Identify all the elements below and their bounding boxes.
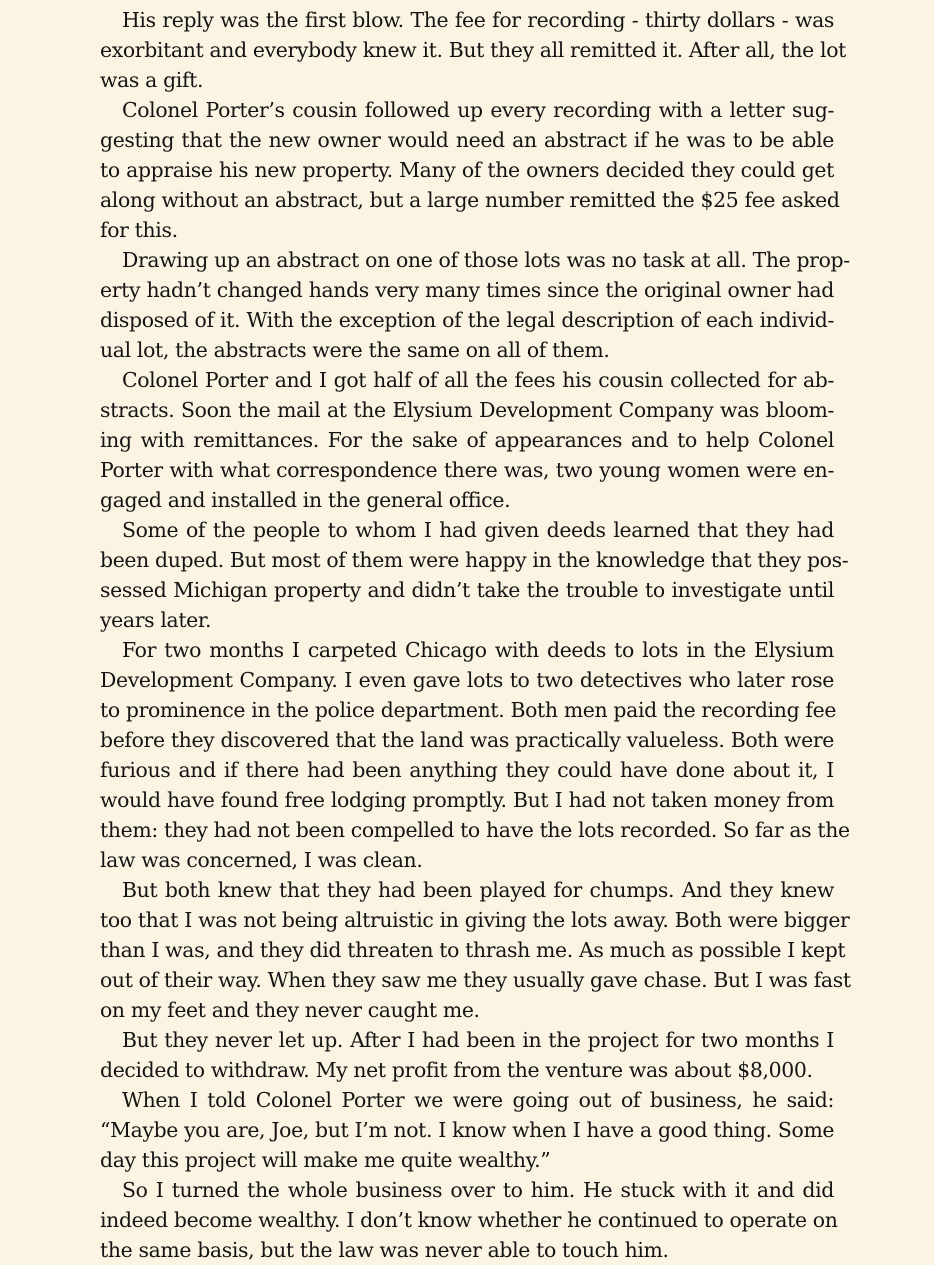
text-line: along without an abstract, but a large number remitted the $25 fee asked: [100, 188, 840, 212]
text-line: decided to withdraw. My net profit from the venture was about $8,000.: [100, 1058, 813, 1082]
text-line: “Maybe you are, Joe, but I’m not. I know when I have a good thing. Some: [100, 1118, 835, 1142]
text-line: furious and if there had been anything they could have done about it, I: [100, 758, 834, 782]
text-line: to appraise his new property. Many of the owners decided they could get: [100, 158, 834, 182]
text-line: out of their way. When they saw me they usually gave chase. But I was fast: [100, 968, 851, 992]
text-line: disposed of it. With the exception of the legal description of each individ-: [100, 308, 834, 332]
text-line: But they never let up. After I had been in the project for two months I: [122, 1028, 834, 1052]
text-line: Colonel Porter and I got half of all the fees his cousin collected for ab-: [122, 368, 834, 392]
text-line: exorbitant and everybody knew it. But they all remitted it. After all, the lot: [100, 38, 846, 62]
text-line: would have found free lodging promptly. But I had not taken money from: [100, 788, 834, 812]
text-line: the same basis, but the law was never able to touch him.: [100, 1238, 669, 1262]
text-line: erty hadn’t changed hands very many times since the original owner had: [100, 278, 834, 302]
text-line: When I told Colonel Porter we were going out of business, he said:: [122, 1088, 834, 1112]
text-line: indeed become wealthy. I don’t know whether he continued to operate on: [100, 1208, 838, 1232]
text-line: Drawing up an abstract on one of those lots was no task at all. The prop-: [122, 248, 850, 272]
text-line: gesting that the new owner would need an abstract if he was to be able: [100, 128, 834, 152]
text-line: But both knew that they had been played for chumps. And they knew: [122, 878, 834, 902]
text-line: on my feet and they never caught me.: [100, 998, 480, 1022]
text-line: So I turned the whole business over to him. He stuck with it and did: [122, 1178, 834, 1202]
text-line: stracts. Soon the mail at the Elysium Development Company was bloom-: [100, 398, 834, 422]
text-line: day this project will make me quite wealthy.”: [100, 1148, 551, 1172]
text-line: was a gift.: [100, 68, 204, 92]
text-line: ual lot, the abstracts were the same on all of them.: [100, 338, 610, 362]
text-line: to prominence in the police department. Both men paid the recording fee: [100, 698, 837, 722]
text-line: Development Company. I even gave lots to two detectives who later rose: [100, 668, 834, 692]
text-line: Colonel Porter’s cousin followed up every recording with a letter sug-: [122, 98, 834, 122]
text-line: Porter with what correspondence there was, two young women were en-: [100, 458, 834, 482]
text-line: before they discovered that the land was practically valueless. Both were: [100, 728, 834, 752]
text-line: years later.: [100, 608, 212, 632]
text-line: His reply was the first blow. The fee for recording - thirty dollars - was: [122, 8, 834, 32]
text-line: them: they had not been compelled to have the lots recorded. So far as the: [100, 818, 850, 842]
text-line: for this.: [100, 218, 178, 242]
text-line: law was concerned, I was clean.: [100, 848, 423, 872]
text-line: For two months I carpeted Chicago with deeds to lots in the Elysium: [122, 638, 834, 662]
text-line: than I was, and they did threaten to thrash me. As much as possible I kept: [100, 938, 846, 962]
text-line: ing with remittances. For the sake of appearances and to help Colonel: [100, 428, 834, 452]
text-line: gaged and installed in the general office.: [100, 488, 511, 512]
text-line: too that I was not being altruistic in giving the lots away. Both were bigger: [100, 908, 850, 932]
text-line: sessed Michigan property and didn’t take the trouble to investigate until: [100, 578, 834, 602]
text-line: been duped. But most of them were happy in the knowledge that they pos-: [100, 548, 849, 572]
text-line: Some of the people to whom I had given deeds learned that they had: [122, 518, 834, 542]
